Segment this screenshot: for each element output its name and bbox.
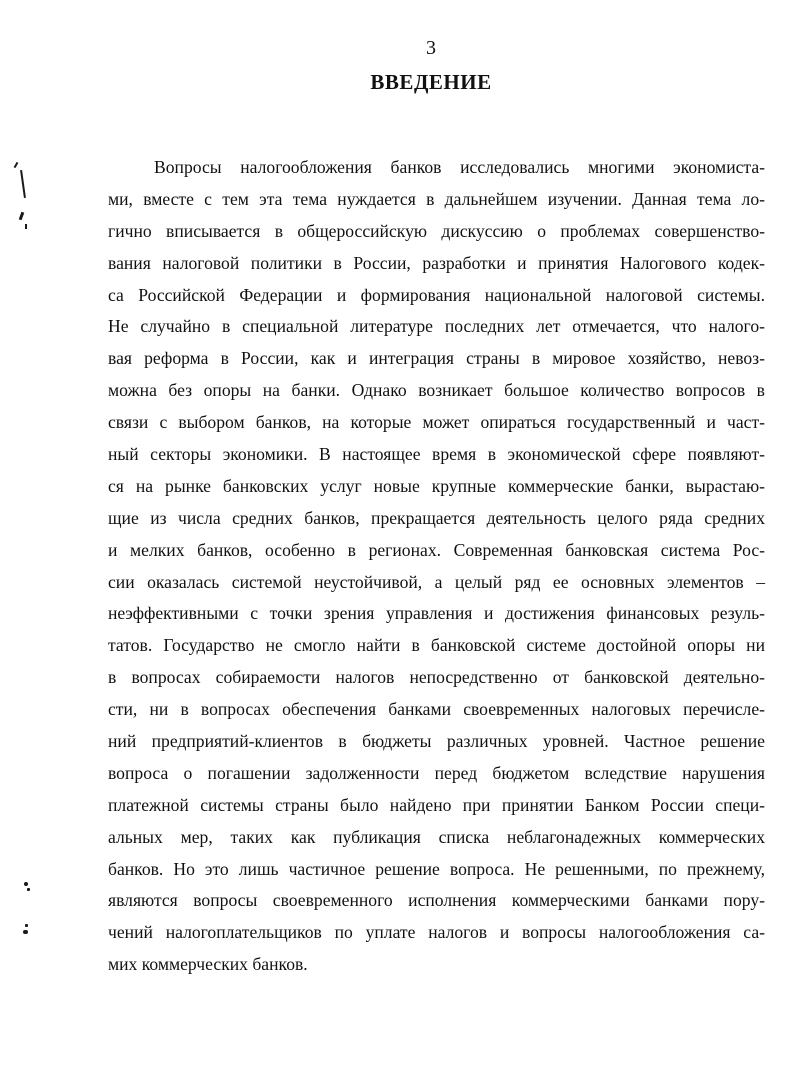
text-line: вопроса о погашении задолженности перед бюджетом вследствие нарушения	[108, 762, 765, 783]
text-line: в вопросах собираемости налогов непосредственно от банковской деятельно-	[108, 667, 765, 688]
text-line: альных мер, таких как публикация списка неблагонадежных коммерческих	[108, 826, 765, 847]
text-line: являются вопросы своевременного исполнения коммерческими банками пору-	[108, 890, 765, 911]
text-line: чений налогоплательщиков по уплате налогов и вопросы налогообложения са-	[108, 922, 765, 943]
text-line: вания налоговой политики в России, разработки и принятия Налогового кодек-	[108, 252, 765, 273]
text-line: платежной системы страны было найдено при принятии Банком России специ-	[108, 794, 765, 815]
body-paragraph	[108, 152, 765, 981]
text-line: ся на рынке банковских услуг новые крупные коммерческие банки, вырастаю-	[108, 475, 765, 496]
text-line: банков. Но это лишь частичное решение вопроса. Не решенными, по прежнему,	[108, 858, 765, 879]
text-line: неэффективными с точки зрения управления и достижения финансовых резуль-	[108, 603, 765, 624]
text-line: Вопросы налогообложения банков исследовались многими экономиста-	[154, 157, 765, 177]
scan-artifact	[23, 930, 28, 934]
text-line: гично вписывается в общероссийскую дискуссию о проблемах совершенство-	[108, 220, 765, 241]
text-line: ми, вместе с тем эта тема нуждается в дальнейшем изучении. Данная тема ло-	[108, 188, 765, 209]
scan-artifact	[25, 924, 28, 927]
text-line: ный секторы экономики. В настоящее время в экономической сфере появляют-	[108, 444, 765, 465]
text-line: сти, ни в вопросах обеспечения банками своевременных налоговых перечисле-	[108, 699, 765, 720]
scan-artifact	[20, 170, 26, 198]
text-line: са Российской Федерации и формирования национальной налоговой системы.	[108, 284, 765, 305]
text-line: мих коммерческих банков.	[108, 954, 308, 975]
scan-artifact	[27, 888, 30, 891]
text-line: вая реформа в России, как и интеграция страны в мировое хозяйство, невоз-	[108, 348, 765, 369]
text-line: можна без опоры на банки. Однако возникает большое количество вопросов в	[108, 380, 765, 401]
page-number: 3	[426, 37, 436, 59]
text-line: и мелких банков, особенно в регионах. Современная банковская система Рос-	[108, 539, 765, 560]
text-line: щие из числа средних банков, прекращается деятельность целого ряда средних	[108, 507, 765, 528]
text-line: Не случайно в специальной литературе последних лет отмечается, что налого-	[108, 316, 765, 337]
scan-artifact	[14, 162, 19, 168]
section-heading: ВВЕДЕНИЕ	[370, 70, 492, 94]
text-line: ний предприятий-клиентов в бюджеты различных уровней. Частное решение	[108, 731, 765, 752]
text-line: сии оказалась системой неустойчивой, а целый ряд ее основных элементов –	[108, 571, 765, 592]
text-line: татов. Государство не смогло найти в банковской системе достойной опоры ни	[108, 635, 765, 656]
text-line: связи с выбором банков, на которые может опираться государственный и част-	[108, 412, 765, 433]
scan-artifact	[24, 882, 28, 886]
scan-artifact	[19, 212, 25, 221]
scan-artifact	[25, 224, 27, 229]
